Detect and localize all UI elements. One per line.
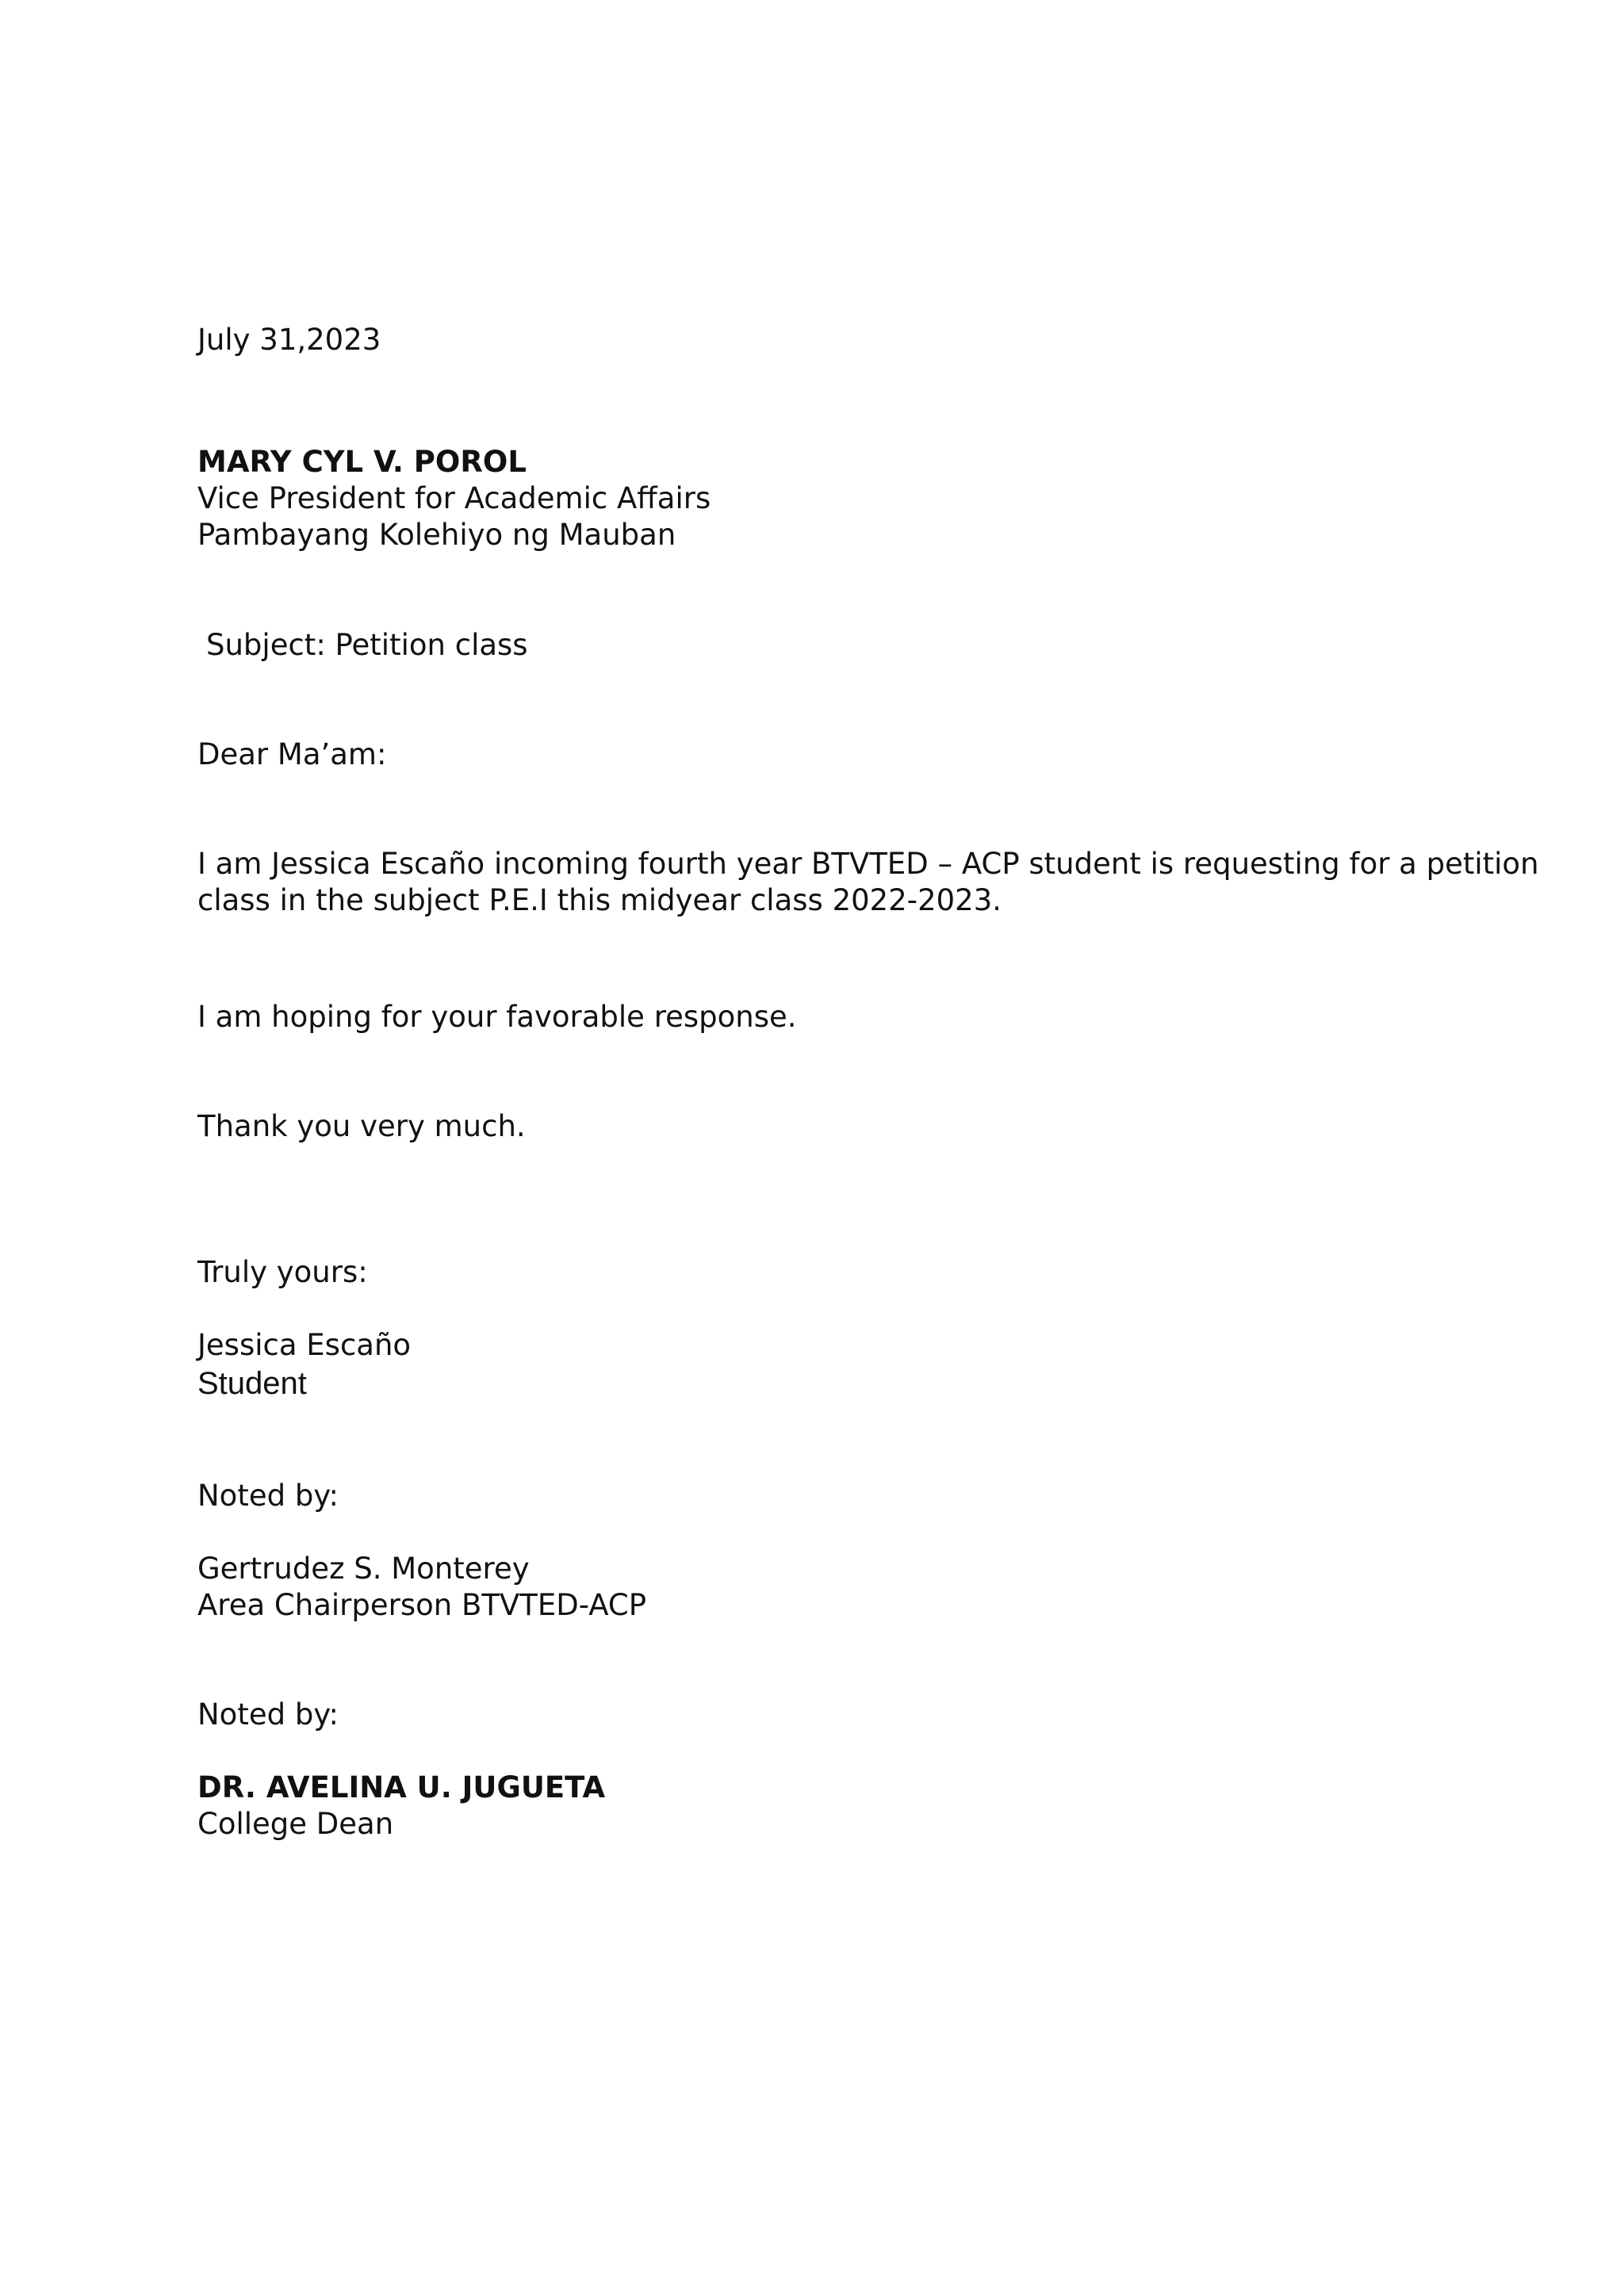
sender-name: Jessica Escaño [197,1328,412,1362]
noted-by-label-2: Noted by: [197,1697,339,1732]
closing: Truly yours: [197,1255,368,1289]
noted-by-name-1: Gertrudez S. Monterey [197,1552,530,1586]
noted-by-title-1: Area Chairperson BTVTED-ACP [197,1588,647,1622]
recipient-name: MARY CYL V. POROL [197,445,527,479]
body-paragraph-line-2: class in the subject P.E.I this midyear class 2022-2023. [197,883,1002,917]
body-paragraph-line-1: I am Jessica Escaño incoming fourth year BTVTED – ACP student is requesting for a petition [197,847,1539,881]
thanks-line: Thank you very much. [197,1109,526,1143]
sender-role: Student [197,1366,307,1401]
recipient-title: Vice President for Academic Affairs [197,481,711,515]
recipient-institution: Pambayang Kolehiyo ng Mauban [197,518,676,552]
salutation: Dear Ma’am: [197,737,387,771]
noted-by-label-1: Noted by: [197,1479,339,1513]
hope-line: I am hoping for your favorable response. [197,1000,797,1034]
noted-by-name-2: DR. AVELINA U. JUGUETA [197,1770,606,1804]
letter-subject: Subject: Petition class [206,628,528,662]
noted-by-title-2: College Dean [197,1807,394,1841]
letter-date: July 31,2023 [197,323,381,357]
